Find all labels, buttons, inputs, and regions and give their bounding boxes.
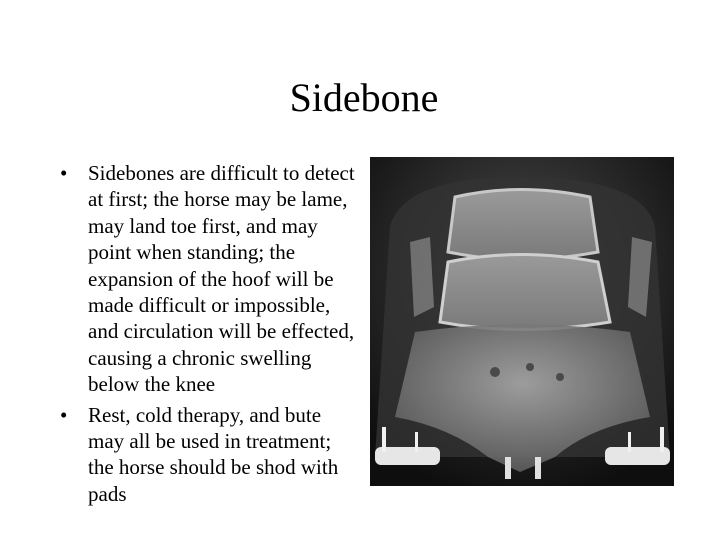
bullet-marker: • (60, 161, 68, 185)
xray-illustration (370, 157, 674, 486)
bullet-list (60, 160, 360, 511)
slide-title (0, 72, 728, 124)
slide-title-text: Sidebone (289, 75, 439, 120)
bullet-marker: • (60, 402, 68, 427)
bullet-text: Rest, cold therapy, and bute may all be used in treatment; the horse should be shod with pads (88, 402, 339, 506)
bullet-text: Sidebones are difficult to detect at first; the horse may be lame, may land toe first, and may point when standing; the expansion of the hoof will be made difficult or impossible, and circulation will be effected, causing a chronic swelling below the knee (88, 161, 355, 397)
bullet-item (60, 402, 360, 508)
hoof-xray-image (370, 157, 674, 486)
bullet-item (60, 160, 360, 398)
